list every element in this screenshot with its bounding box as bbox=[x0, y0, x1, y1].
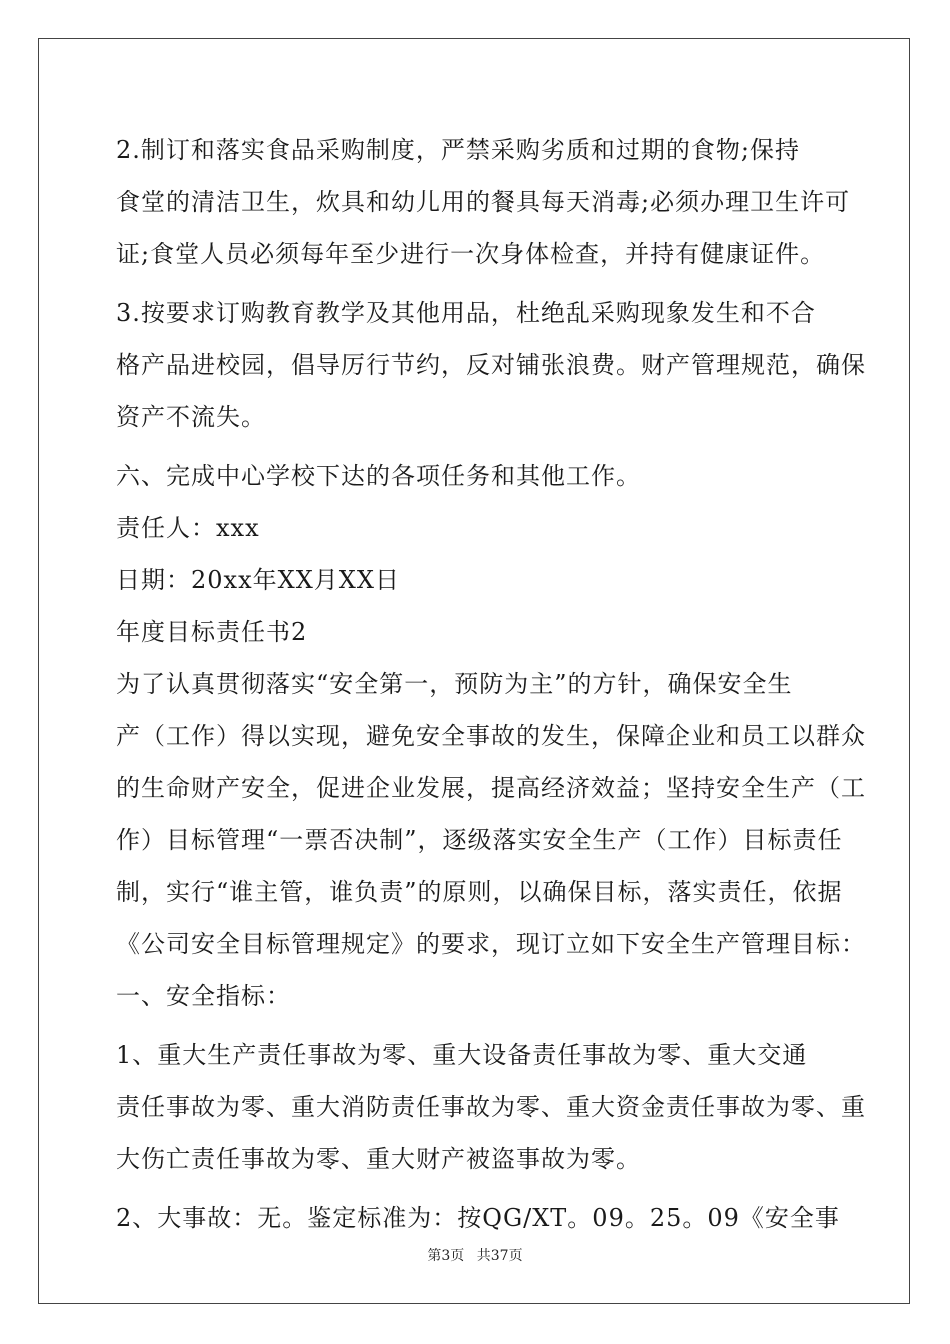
paragraph-line: 大伤亡责任事故为零、重大财产被盗事故为零。 bbox=[116, 1145, 641, 1173]
paragraph-line: 《公司安全目标管理规定》的要求，现订立如下安全生产管理目标： bbox=[116, 930, 866, 958]
signatory-line: 责任人：xxx bbox=[116, 514, 260, 542]
paragraph-line: 产（工作）得以实现，避免安全事故的发生，保障企业和员工以群众 bbox=[116, 722, 866, 750]
paragraph-line: 3.按要求订购教育教学及其他用品，杜绝乱采购现象发生和不合 bbox=[116, 299, 816, 327]
paragraph-line: 一、安全指标： bbox=[116, 982, 291, 1010]
paragraph-line: 1、重大生产责任事故为零、重大设备责任事故为零、重大交通 bbox=[116, 1041, 808, 1069]
paragraph-line: 格产品进校园，倡导厉行节约，反对铺张浪费。财产管理规范，确保 bbox=[116, 351, 866, 379]
paragraph-line: 资产不流失。 bbox=[116, 403, 266, 431]
section-title: 年度目标责任书2 bbox=[116, 618, 308, 646]
paragraph-line: 2.制订和落实食品采购制度，严禁采购劣质和过期的食物;保持 bbox=[116, 136, 800, 164]
paragraph-line: 为了认真贯彻落实“安全第一，预防为主”的方针，确保安全生 bbox=[116, 670, 793, 698]
page-total: 共37页 bbox=[476, 1248, 523, 1264]
page-number: 第3页 bbox=[427, 1248, 465, 1264]
paragraph-line: 的生命财产安全，促进企业发展，提高经济效益；坚持安全生产（工 bbox=[116, 774, 866, 802]
paragraph-line: 制，实行“谁主管，谁负责”的原则，以确保目标，落实责任，依据 bbox=[116, 878, 843, 906]
paragraph-line: 2、大事故：无。鉴定标准为：按QG/XT。09。25。09《安全事 bbox=[116, 1204, 840, 1232]
paragraph-line: 证;食堂人员必须每年至少进行一次身体检查，并持有健康证件。 bbox=[116, 240, 826, 268]
paragraph-line: 六、完成中心学校下达的各项任务和其他工作。 bbox=[116, 462, 641, 490]
page-footer bbox=[0, 1245, 950, 1265]
document-body bbox=[116, 124, 866, 1244]
paragraph-line: 作）目标管理“一票否决制”，逐级落实安全生产（工作）目标责任 bbox=[116, 826, 843, 854]
paragraph-line: 责任事故为零、重大消防责任事故为零、重大资金责任事故为零、重 bbox=[116, 1093, 866, 1121]
date-line: 日期：20xx年XX月XX日 bbox=[116, 566, 400, 594]
paragraph-line: 食堂的清洁卫生，炊具和幼儿用的餐具每天消毒;必须办理卫生许可 bbox=[116, 188, 851, 216]
